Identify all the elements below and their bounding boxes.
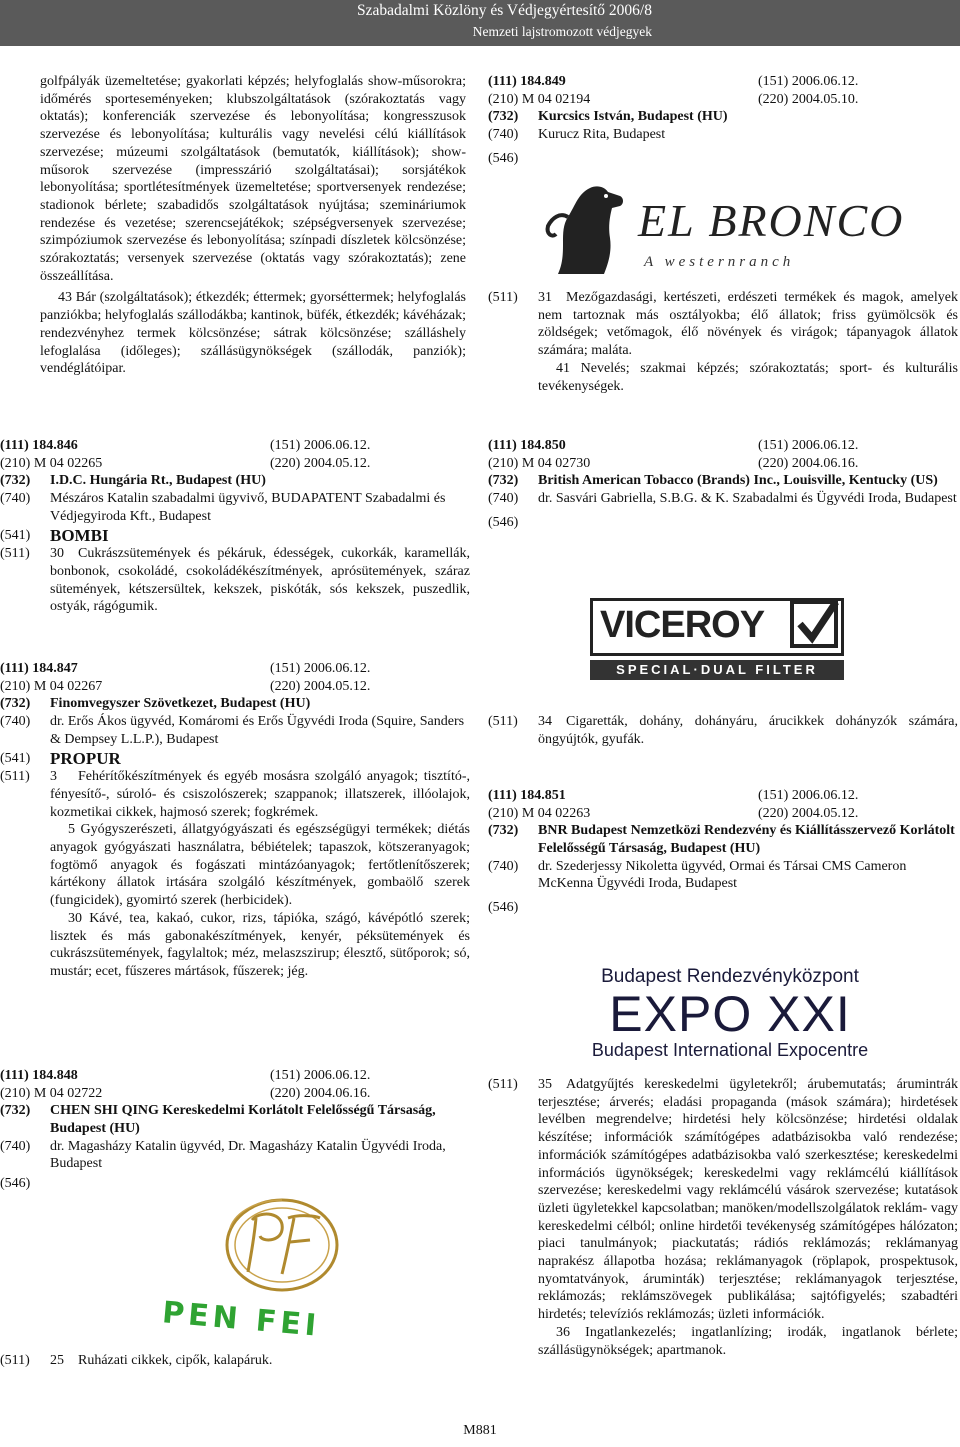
goods-list: Cukrászsütemények és pékáruk, édességek, cukorkák, karamellák, bonbonok, csokoládé, csokoládékészítmények, aprósütemények, száraz sütemények, kétszersültek, kekszek, piskóták, sós kekszek, puszedlik, ostyák, rágógumik. (50, 546, 470, 615)
viceroy-logo (590, 598, 850, 686)
viceroy-wordmark: VICEROY (600, 604, 765, 646)
owner: I.D.C. Hungária Rt., Budapest (HU) (50, 473, 266, 489)
el-bronco-logo (538, 182, 918, 278)
page-number: M881 (463, 1423, 497, 1438)
word-mark: BOMBI (50, 526, 109, 546)
expo-xxi-logo (580, 966, 880, 1066)
filing-date: 2004.06.16. (303, 1085, 371, 1101)
viceroy-tagline: SPECIAL·DUAL FILTER (590, 660, 844, 680)
trademark-entry-184846: (111) 184.846 (151) 2006.06.12. (210) M 04 02265 (220) 2004.05.12. (732) I.D.C. Hungária Rt., Budapest (HU) (740) Mészáros Katalin szabadalmi ügyvivő, BUDAPATENT Szabadalmi és Védjegyiroda Kft., Budapest (541) BOMBI (511) 30 Cukrászsütemények és pékáruk, édességek, cukorkák, karamellák, bonbonok, csokoládé, csokoládékészítmények, aprósütemények, száraz sütemények, kétszersültek, kekszek, piskóták, sós kekszek, puszedlik, ostyák, rágógumik. (0, 438, 470, 615)
el-bronco-tagline: A westernranch (644, 254, 795, 270)
application-number: M 04 02730 (521, 455, 591, 471)
registration-date: 2006.06.12. (303, 1068, 371, 1083)
application-number: M 04 02263 (521, 805, 591, 821)
word-mark: PROPUR (50, 749, 121, 769)
el-bronco-wordmark: EL BRONCO (638, 195, 905, 246)
goods-list: Adatgyűjtés kereskedelmi ügyletekről; árubemutatás; árumintrák terjesztése; árverés; eladási propaganda (mások számára); hirdetések levélben megrendelve; hirdetési hely kölcsönzése; hirdetési oldalak készítése; információk számítógépes adatbázisokba való rendezése; információk számítógépes adatbázisokba való szerkesztése; kereskedelmi információs ügynökségek; kereskedelmi vagy reklámcélú kiállítások szervezése; kereskedelmi vagy reklámcélú vásárok szervezése; kutatások üzleti ügyletekkel kapcsolatban; manöken/modellszolgálatok reklám- vagy kereskedelmi célból; online hirdetői tevékenység számítógépes hálózaton; piaci tanulmányok; piackutatás; rádiós reklámozás; reklámanyag naprakész állapotba hozása; reklámanyagok (röplapok, prospektusok, nyomtatványok, áruminták) terjesztése; reklámanyagok terjesztése, reklámozás; reklámszövegek publikálása; sajtófigyelés; szabadtéri hirdetés; televíziós reklámozás; üzleti információk. (538, 1077, 958, 1323)
registration-date: 2006.06.12. (791, 438, 859, 453)
goods-section-184848: (511) 25 Ruházati cikkek, cipők, kalapáruk. (0, 1353, 273, 1368)
expo-bottom-text: Budapest International Expocentre (591, 1040, 869, 1060)
section-title: Nemzeti lajstromozott védjegyek (472, 24, 652, 39)
goods-list-5: 5 Gyógyszerészeti, állatgyógyászati és egészségügyi termékek; diétás anyagok gyógyászati használatra, bébiételek; tapaszok, kötszeranyagok; fogtömő anyagok és fogászati mintázóanyagok; fertőtlenítőszerek; kártékony állatok irtására szolgáló készítmények, gombaölő szerek (fungicidek), gyomirtó szerek (herbicidek). (50, 822, 470, 909)
filing-date: 2004.05.12. (303, 678, 371, 694)
goods-list: Mezőgazdasági, kertészeti, erdészeti termékek és magok, amelyek nem tartoznak más osztályokba; élő állatok; friss gyümölcsök és zöldségek; vetőmagok, élő növények és virágok; tápanyagok állatok számára; maláta. (538, 290, 958, 359)
owner: British American Tobacco (Brands) Inc., Louisville, Kentucky (US) (538, 473, 938, 489)
expo-top-text: Budapest Rendezvényközpont (601, 966, 859, 987)
trademark-entry-184849: (111) 184.849 (151) 2006.06.12. (210) M 04 02194 (220) 2004.05.10. (732) Kurcsics István, Budapest (HU) (740) Kurucz Rita, Budapest (546) (488, 73, 958, 167)
journal-title: Szabadalmi Közlöny és Védjegyértesítő 2006/8 (356, 2, 652, 19)
representative: dr. Magasházy Katalin ügyvéd, Dr. Magasházy Katalin Ügyvédi Iroda, Budapest (50, 1138, 446, 1172)
registration-number: 184.846 (32, 438, 78, 453)
continuation-para-43: 43 Bár (szolgáltatások); étkezdék; éttermek; gyorséttermek; helyfoglalás panziókba; helyfoglalás szállodákba; kantinok, büfék, étkezdék; kávéházak; rendezvényhez termek kölcsönzése; sátrak kölcsönzése; szálláshely lefoglalása (időleges); szállásügynökségek (szállodák, panziók); vendéglátóipar. (40, 290, 466, 377)
owner: Kurcsics István, Budapest (HU) (538, 109, 728, 125)
registration-number: 184.847 (32, 661, 78, 676)
registration-date: 2006.06.12. (303, 661, 371, 676)
goods-section-184849: (511) 31 Mezőgazdasági, kertészeti, erdészeti termékek és magok, amelyek nem tartoznak más osztályokba; élő állatok; friss gyümölcsök és zöldségek; vetőmagok, élő növények és virágok; tápanyagok állatok számára; maláta. 41 Nevelés; szakmai képzés; szórakoztatás; sport- és kulturális tevékenységek. (488, 290, 958, 394)
goods-list: Fehérítőkészítmények és egyéb mosásra szolgáló anyagok; tisztító-, fényesítő-, súroló- és csiszolószerek; szappanok; illatszerek, illóolajok, kozmetikai cikkek, hajmosó szerek; fogkrémek. (50, 769, 470, 820)
representative: dr. Sasvári Gabriella, S.B.G. & K. Szabadalmi és Ügyvédi Iroda, Budapest (538, 491, 957, 507)
representative: Mészáros Katalin szabadalmi ügyvivő, BUDAPATENT Szabadalmi és Védjegyiroda Kft., Budapest (50, 491, 446, 524)
representative: dr. Erős Ákos ügyvéd, Komáromi és Erős Ügyvédi Iroda (Squire, Sanders & Dempsey L.L.P.), Budapest (50, 714, 465, 747)
filing-date: 2004.06.16. (791, 455, 859, 471)
pen-fei-logo-text: PEN FEI (160, 1295, 322, 1344)
horse-icon (538, 182, 638, 278)
filing-date: 2004.05.10. (791, 91, 859, 107)
application-number: M 04 02265 (33, 455, 103, 471)
page-header (0, 0, 960, 46)
filing-date: 2004.05.12. (791, 805, 859, 821)
goods-list: Ruházati cikkek, cipők, kalapáruk. (78, 1353, 273, 1368)
checkmark-icon (786, 596, 842, 652)
registration-number: 184.850 (520, 438, 566, 453)
owner: BNR Budapest Nemzetközi Rendezvény és Kiállításszervező Korlátolt Felelősségű Társaság, Budapest (HU) (538, 823, 955, 857)
registration-number: 184.848 (32, 1068, 78, 1083)
representative: Kurucz Rita, Budapest (538, 127, 666, 143)
filing-date: 2004.05.12. (303, 455, 371, 471)
trademark-entry-184848: (111) 184.848 (151) 2006.06.12. (210) M 04 02722 (220) 2004.06.16. (732) CHEN SHI QING Kereskedelmi Korlátolt Felelősségű Társaság, Budapest (HU) (740) dr. Magasházy Katalin ügyvéd, Dr. Magasházy Katalin Ügyvédi Iroda, Budapest (546) (0, 1067, 470, 1193)
trademark-entry-184850: (111) 184.850 (151) 2006.06.12. (210) M 04 02730 (220) 2004.06.16. (732) British American Tobacco (Brands) Inc., Louisville, Kentucky (US) (740) dr. Sasvári Gabriella, S.B.G. & K. Szabadalmi és Ügyvédi Iroda, Budapest (546) (488, 438, 957, 530)
trademark-entry-184851: (111) 184.851 (151) 2006.06.12. (210) M 04 02263 (220) 2004.05.12. (732) BNR Budapest Nemzetközi Rendezvény és Kiállításszervező Korlátolt Felelősségű Társaság, Budapest (HU) (740) dr. Szederjessy Nikoletta ügyvéd, Ormai és Társai CMS Cameron McKenna Ügyvédi Iroda, Budapest (546) (488, 787, 958, 917)
registration-date: 2006.06.12. (303, 438, 371, 453)
goods-section-184850: (511) 34 Cigaretták, dohány, dohányáru, árucikkek dohányzók számára, öngyújtók, gyufák. (488, 714, 958, 747)
goods-section-184851: (511) 35 Adatgyűjtés kereskedelmi ügyletekről; árubemutatás; árumintrák terjesztése; árverés; eladási propaganda (mások számára); hirdetések levélben megrendelve; hirdetési hely kölcsönzése; hirdetési oldalak készítése; információk számítógépes adatbázisokba való rendezése; információk számítógépes adatbázisokba való szerkesztése; kereskedelmi információs ügynökségek; kereskedelmi vagy reklámcélú kiállítások szervezése; kereskedelmi vagy reklámcélú vásárok szervezése; kutatások üzleti ügyletekkel kapcsolatban; manöken/modellszolgálatok reklám- vagy kereskedelmi célból; online hirdetői tevékenység számítógépes hálózaton; piaci tanulmányok; piackutatás; rádiós reklámozás; reklámanyag naprakész állapotba hozása; reklámanyagok (röplapok, prospektusok, nyomtatványok, áruminták) terjesztése; reklámanyagok terjesztése, reklámozás; reklámszövegek publikálása; sajtófigyelés; szabadtéri hirdetés; televíziós reklámozás; üzleti információk. 36 Ingatlankezelés; ingatlanlízing; irodák, ingatlanok bérlete; szállásügynökségek; apartmanok. (488, 1077, 958, 1358)
registration-date: 2006.06.12. (791, 788, 859, 803)
expo-wordmark: EXPO XXI (609, 986, 851, 1042)
goods-list: Cigaretták, dohány, dohányáru, árucikkek dohányzók számára, öngyújtók, gyufák. (538, 714, 958, 747)
registration-number: 184.851 (520, 788, 566, 803)
application-number: M 04 02267 (33, 678, 103, 694)
registration-number: 184.849 (520, 74, 566, 89)
trademark-entry-184847: (111) 184.847 (151) 2006.06.12. (210) M 04 02267 (220) 2004.05.12. (732) Finomvegyszer Szövetkezet, Budapest (HU) (740) dr. Erős Ákos ügyvéd, Komáromi és Erős Ügyvédi Iroda (Squire, Sanders & Dempsey L.L.P.), Budapest (541) PROPUR (511) 3 Fehérítőkészítmények és egyéb mosásra szolgáló anyagok; tisztító-, fényesítő-, súroló- és csiszolószerek; szappanok; illatszerek, illóolajok, kozmetikai cikkek, hajmosó szerek; fogkrémek. 5 Gyógyszerészeti, állatgyógyászati és egészségügyi termékek; diétás anyagok gyógyászati használatra, bébiételek; tapaszok, kötszeranyagok; fogtömő anyagok és fogászati mintázóanyagok; fertőtlenítőszerek; kártékony állatok irtására szolgáló készítmények, gombaölő szerek (fungicidek), gyomirtó szerek (herbicidek). 30 Kávé, tea, kakaó, cukor, rizs, tápióka, szágó, kávépótló szerek; lisztek és más gabonakészítmények, kenyér, péksütemények és cukrászsütemények, fagylaltok; méz, melaszszirup; élesztő, sütőporok; só, mustár; ecet, fűszeres mártások, fűszerek; jég. (0, 661, 470, 979)
registration-date: 2006.06.12. (791, 74, 859, 89)
owner: CHEN SHI QING Kereskedelmi Korlátolt Felelősségű Társaság, Budapest (HU) (50, 1103, 436, 1137)
continuation-para: golfpályák üzemeltetése; gyakorlati képzés; helyfoglalás show-műsorokra; időmérés sporteseményeken; klubszolgáltatások (szórakoztatás vagy oktatás); konferenciák szervezése és lebonyolítása; kongresszusok szervezése és lebonyolítása; kulturális vagy nevelési célú kiállítások szervezése; múzeumi szolgáltatások (bemutatók, kiállítások); show-műsorok szervezése (impresszárió szolgáltatásai); sorsjátékok lebonyolítása; sportlétesítmények üzemeltetése; sportversenyek rendezése; stadionok bérlete; szabadidős szolgáltatások nyújtása; szemináriumok rendezése és vezetése; szerencsejátékok; szépségversenyek szervezése; szimpóziumok szervezése és lebonyolítása; színpadi díszletek kölcsönzése; szórakoztatás; versenyek szervezése (oktatás vagy szórakoztatás); zene összeállítása. (40, 74, 466, 284)
goods-list-30: 30 Kávé, tea, kakaó, cukor, rizs, tápióka, szágó, kávépótló szerek; lisztek és más gabonakészítmények, kenyér, péksütemények és cukrászsütemények, fagylaltok; méz, melaszszirup; élesztő, sütőporok; só, mustár; ecet, fűszeres mártások, fűszerek; jég. (50, 910, 470, 979)
owner: Finomvegyszer Szövetkezet, Budapest (HU) (50, 696, 311, 712)
goods-list-41: 41 Nevelés; szakmai képzés; szórakoztatás; sport- és kulturális tevékenységek. (538, 360, 958, 394)
application-number: M 04 02194 (521, 91, 591, 107)
application-number: M 04 02722 (33, 1085, 103, 1101)
goods-list-36: 36 Ingatlankezelés; ingatlanlízing; irodák, ingatlanok bérlete; szállásügynökségek; apartmanok. (538, 1324, 958, 1358)
representative: dr. Szederjessy Nikoletta ügyvéd, Ormai és Társai CMS Cameron McKenna Ügyvédi Iroda, Budapest (538, 858, 907, 892)
continuation-text (40, 73, 466, 378)
